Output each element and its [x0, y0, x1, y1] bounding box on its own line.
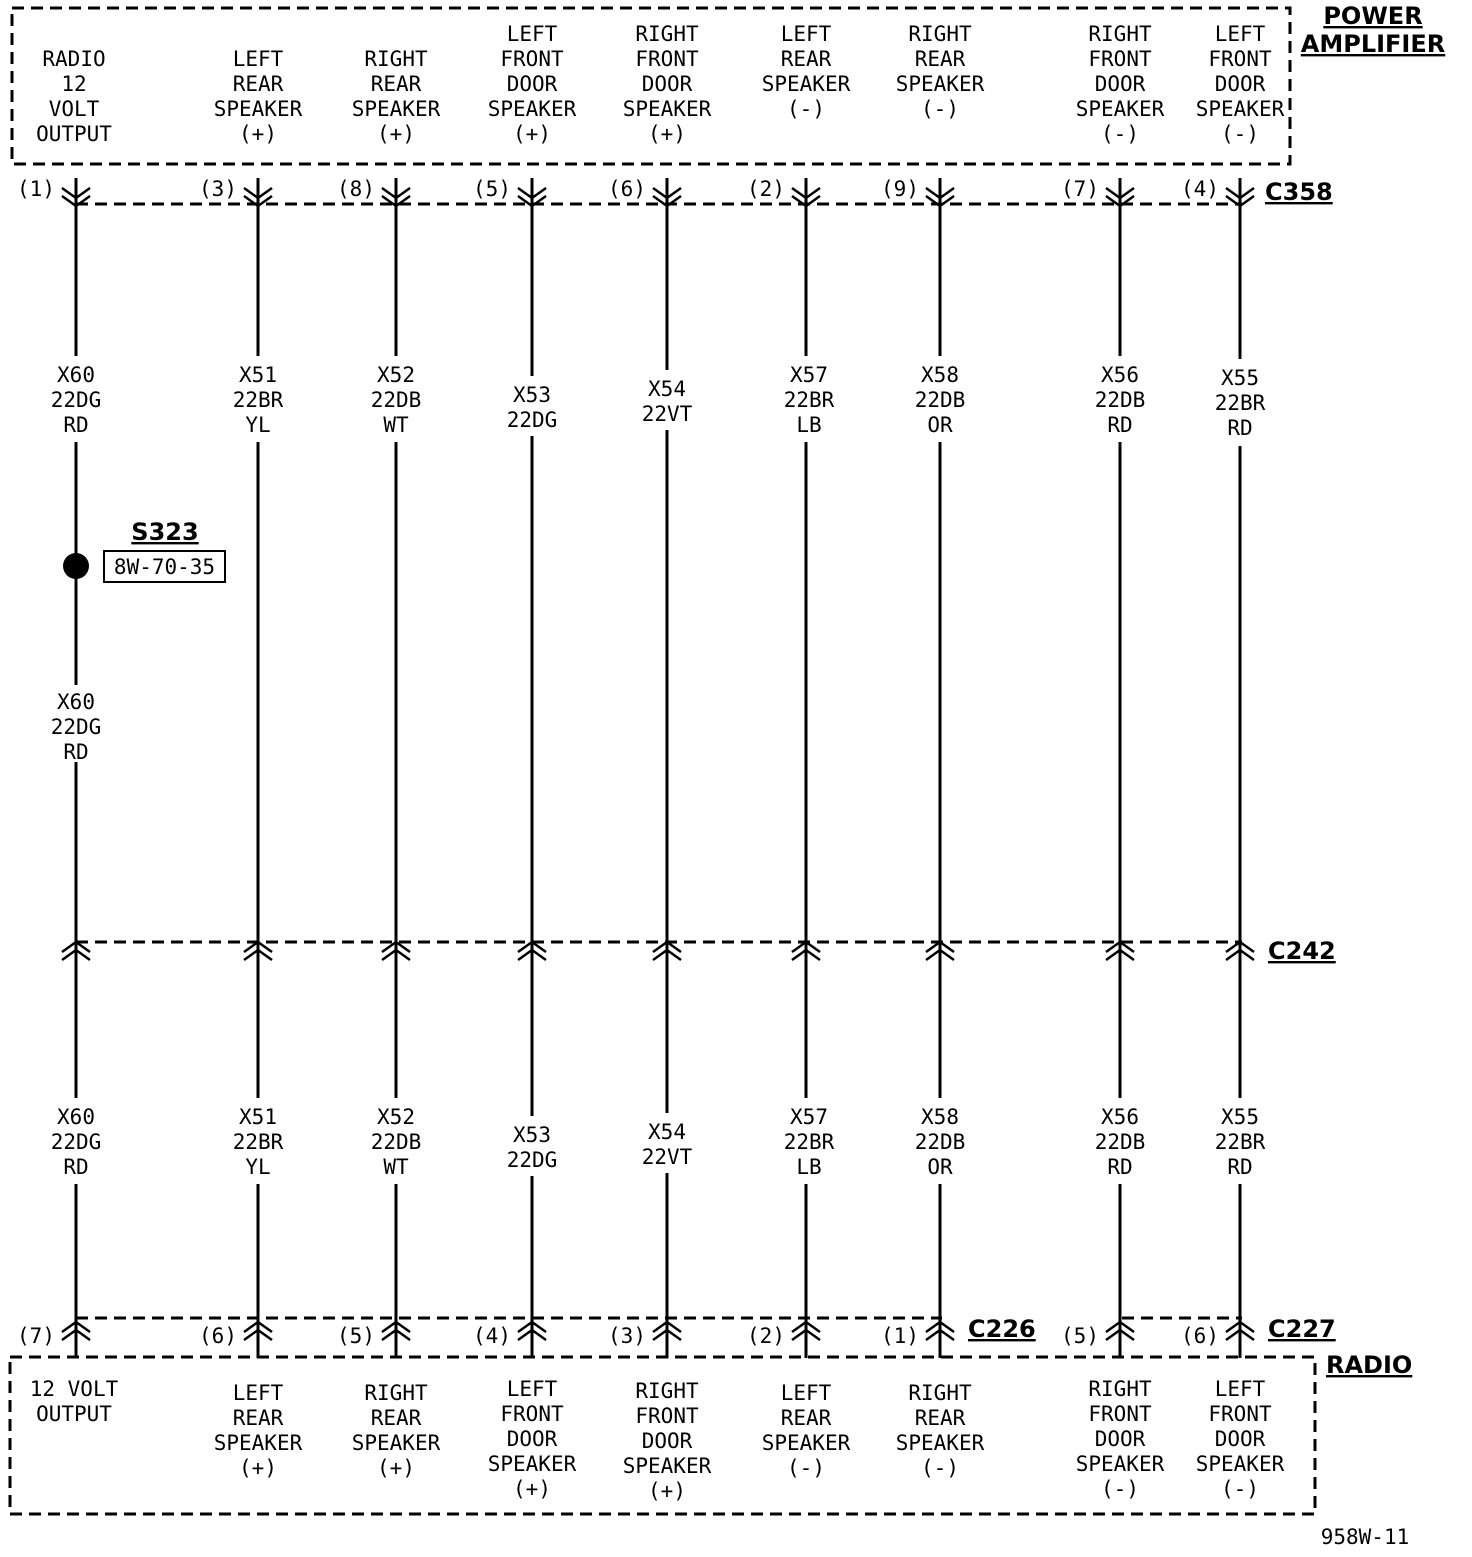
lower-wire-label-0-2: RD — [63, 1155, 89, 1179]
lower-wire-label-3-0: X53 — [513, 1123, 551, 1147]
amp-pin-label-5-2: SPEAKER — [761, 72, 851, 96]
c358-pin-1: (3) — [199, 177, 237, 201]
radio-pin-label-4-3: SPEAKER — [622, 1454, 712, 1478]
amp-pin-label-0-2: VOLT — [48, 97, 100, 121]
upper-wire-label-8-1: 22BR — [1214, 391, 1266, 415]
c358-pin-7: (7) — [1061, 177, 1099, 201]
c226-pin-4: (3) — [608, 1324, 646, 1348]
amp-pin-label-7-4: (-) — [1101, 122, 1139, 146]
upper-wire-label-0-1: 22DG — [50, 388, 102, 412]
upper-wire-label-4-1: 22VT — [641, 402, 693, 426]
amp-pin-label-6-1: REAR — [914, 47, 966, 71]
radio-pin-label-1-1: REAR — [232, 1406, 284, 1430]
c358-pin-6: (9) — [881, 177, 919, 201]
upper-wire-label-7-2: RD — [1107, 413, 1133, 437]
c358-label: C358 — [1265, 178, 1333, 206]
lower-wire-label-1-0: X51 — [239, 1105, 277, 1129]
upper-wire-label-6-1: 22DB — [914, 388, 966, 412]
radio-pin-label-3-0: LEFT — [506, 1377, 558, 1401]
upper-wire-label-0-2: RD — [63, 413, 89, 437]
radio-pin-label-3-2: DOOR — [506, 1427, 558, 1451]
upper-wire-label-5-1: 22BR — [783, 388, 835, 412]
radio-pin-label-5-3: (-) — [787, 1456, 825, 1480]
amp-pin-label-2-2: SPEAKER — [351, 97, 441, 121]
upper-wire-label-2-0: X52 — [377, 363, 415, 387]
upper-wire-label-3-1: 22DG — [506, 408, 558, 432]
amp-pin-label-4-2: DOOR — [641, 72, 693, 96]
lower-wire-label-2-2: WT — [383, 1155, 409, 1179]
c226-pin-5: (2) — [747, 1324, 785, 1348]
radio-pin-label-1-3: (+) — [239, 1456, 277, 1480]
power-amplifier-title-1: POWER — [1323, 2, 1423, 30]
lower-wire-label-1-1: 22BR — [232, 1130, 284, 1154]
upper-wire-label-8-2: RD — [1227, 416, 1253, 440]
radio-pin-label-6-1: REAR — [914, 1406, 966, 1430]
amp-pin-label-3-0: LEFT — [506, 22, 558, 46]
lower-wire-label-2-1: 22DB — [370, 1130, 422, 1154]
splice-wire-label-0: X60 — [57, 690, 95, 714]
radio-pin-label-7-4: (-) — [1101, 1477, 1139, 1501]
amp-pin-label-4-3: SPEAKER — [622, 97, 712, 121]
radio-pin-label-4-2: DOOR — [641, 1429, 693, 1453]
c226-label: C226 — [968, 1315, 1036, 1343]
lower-wire-label-5-2: LB — [796, 1155, 822, 1179]
amp-pin-label-8-4: (-) — [1221, 122, 1259, 146]
splice-ref-label: 8W-70-35 — [113, 555, 216, 579]
radio-pin-label-8-0: LEFT — [1214, 1377, 1266, 1401]
amp-pin-label-6-3: (-) — [921, 97, 959, 121]
lower-wire-label-8-0: X55 — [1221, 1105, 1259, 1129]
radio-pin-label-7-0: RIGHT — [1088, 1377, 1152, 1401]
c227-pin-0: (5) — [1061, 1324, 1099, 1348]
upper-wire-label-5-0: X57 — [790, 363, 828, 387]
radio-pin-label-5-0: LEFT — [780, 1381, 832, 1405]
amp-pin-label-7-2: DOOR — [1094, 72, 1146, 96]
radio-pin-label-1-0: LEFT — [232, 1381, 284, 1405]
radio-pin-label-8-2: DOOR — [1214, 1427, 1266, 1451]
radio-pin-label-4-1: FRONT — [635, 1404, 699, 1428]
radio-pin-label-5-1: REAR — [780, 1406, 832, 1430]
c226-pin-2: (5) — [337, 1324, 375, 1348]
lower-wire-label-4-0: X54 — [648, 1120, 686, 1144]
amp-pin-label-0-1: 12 — [61, 72, 87, 96]
splice-wire-label-2: RD — [63, 740, 89, 764]
amp-pin-label-4-0: RIGHT — [635, 22, 699, 46]
lower-wire-label-4-1: 22VT — [641, 1145, 693, 1169]
upper-wire-label-3-0: X53 — [513, 383, 551, 407]
lower-wire-label-6-0: X58 — [921, 1105, 959, 1129]
upper-wire-label-7-0: X56 — [1101, 363, 1139, 387]
lower-wire-label-0-0: X60 — [57, 1105, 95, 1129]
lower-wire-label-6-2: OR — [927, 1155, 953, 1179]
splice-wire-label-1: 22DG — [50, 715, 102, 739]
amp-pin-label-7-1: FRONT — [1088, 47, 1152, 71]
c358-pin-5: (2) — [747, 177, 785, 201]
amp-pin-label-5-1: REAR — [780, 47, 832, 71]
c358-pin-8: (4) — [1181, 177, 1219, 201]
upper-wire-label-5-2: LB — [796, 413, 822, 437]
radio-pin-label-3-4: (+) — [513, 1477, 551, 1501]
radio-pin-label-0-0: 12 VOLT — [29, 1377, 119, 1401]
amp-pin-label-8-0: LEFT — [1214, 22, 1266, 46]
c227-label: C227 — [1268, 1315, 1336, 1343]
c226-pin-1: (6) — [199, 1324, 237, 1348]
lower-wire-label-7-0: X56 — [1101, 1105, 1139, 1129]
amp-pin-label-8-2: DOOR — [1214, 72, 1266, 96]
radio-pin-label-1-2: SPEAKER — [213, 1431, 303, 1455]
upper-wire-label-1-0: X51 — [239, 363, 277, 387]
amp-pin-label-0-3: OUTPUT — [36, 122, 112, 146]
c358-pin-2: (8) — [337, 177, 375, 201]
amp-pin-label-8-3: SPEAKER — [1195, 97, 1285, 121]
radio-pin-label-4-4: (+) — [648, 1479, 686, 1503]
radio-pin-label-2-0: RIGHT — [364, 1381, 428, 1405]
amp-pin-label-3-2: DOOR — [506, 72, 558, 96]
radio-pin-label-7-3: SPEAKER — [1075, 1452, 1165, 1476]
amp-pin-label-3-1: FRONT — [500, 47, 564, 71]
radio-pin-label-8-1: FRONT — [1208, 1402, 1272, 1426]
amp-pin-label-1-0: LEFT — [232, 47, 284, 71]
upper-wire-label-6-2: OR — [927, 413, 953, 437]
lower-wire-label-3-1: 22DG — [506, 1148, 558, 1172]
amp-pin-label-2-1: REAR — [370, 72, 422, 96]
c358-pin-0: (1) — [17, 177, 55, 201]
upper-wire-label-8-0: X55 — [1221, 366, 1259, 390]
amp-pin-label-8-1: FRONT — [1208, 47, 1272, 71]
amp-pin-label-5-0: LEFT — [780, 22, 832, 46]
radio-pin-label-6-2: SPEAKER — [895, 1431, 985, 1455]
radio-pin-label-3-1: FRONT — [500, 1402, 564, 1426]
amp-pin-label-2-3: (+) — [377, 122, 415, 146]
amp-pin-label-6-2: SPEAKER — [895, 72, 985, 96]
figure-id: 958W-11 — [1320, 1525, 1410, 1549]
amp-pin-label-1-2: SPEAKER — [213, 97, 303, 121]
splice-s323-label: S323 — [131, 518, 199, 546]
upper-wire-label-2-2: WT — [383, 413, 409, 437]
radio-pin-label-2-3: (+) — [377, 1456, 415, 1480]
radio-pin-label-2-2: SPEAKER — [351, 1431, 441, 1455]
radio-pin-label-3-3: SPEAKER — [487, 1452, 577, 1476]
power-amplifier-title-2: AMPLIFIER — [1300, 30, 1446, 58]
radio-pin-label-0-1: OUTPUT — [36, 1402, 112, 1426]
c226-pin-3: (4) — [473, 1324, 511, 1348]
radio-pin-label-7-1: FRONT — [1088, 1402, 1152, 1426]
amp-pin-label-7-0: RIGHT — [1088, 22, 1152, 46]
upper-wire-label-0-0: X60 — [57, 363, 95, 387]
lower-wire-label-7-2: RD — [1107, 1155, 1133, 1179]
lower-wire-label-8-2: RD — [1227, 1155, 1253, 1179]
radio-pin-label-7-2: DOOR — [1094, 1427, 1146, 1451]
amp-pin-label-1-3: (+) — [239, 122, 277, 146]
upper-wire-label-1-2: YL — [245, 413, 271, 437]
lower-wire-label-8-1: 22BR — [1214, 1130, 1266, 1154]
c226-pin-6: (1) — [881, 1324, 919, 1348]
c358-pin-4: (6) — [608, 177, 646, 201]
lower-wire-label-0-1: 22DG — [50, 1130, 102, 1154]
amp-pin-label-6-0: RIGHT — [908, 22, 972, 46]
lower-wire-label-5-1: 22BR — [783, 1130, 835, 1154]
c226-pin-0: (7) — [17, 1324, 55, 1348]
lower-wire-label-6-1: 22DB — [914, 1130, 966, 1154]
lower-wire-label-2-0: X52 — [377, 1105, 415, 1129]
upper-wire-label-2-1: 22DB — [370, 388, 422, 412]
amp-pin-label-2-0: RIGHT — [364, 47, 428, 71]
radio-pin-label-5-2: SPEAKER — [761, 1431, 851, 1455]
lower-wire-label-7-1: 22DB — [1094, 1130, 1146, 1154]
c242-label: C242 — [1268, 937, 1336, 965]
upper-wire-label-1-1: 22BR — [232, 388, 284, 412]
radio-pin-label-4-0: RIGHT — [635, 1379, 699, 1403]
radio-pin-label-2-1: REAR — [370, 1406, 422, 1430]
amp-pin-label-1-1: REAR — [232, 72, 284, 96]
lower-wire-label-1-2: YL — [245, 1155, 271, 1179]
radio-title: RADIO — [1326, 1351, 1413, 1379]
radio-pin-label-8-4: (-) — [1221, 1477, 1259, 1501]
radio-pin-label-6-0: RIGHT — [908, 1381, 972, 1405]
amp-pin-label-4-4: (+) — [648, 122, 686, 146]
lower-wire-label-5-0: X57 — [790, 1105, 828, 1129]
upper-wire-label-7-1: 22DB — [1094, 388, 1146, 412]
amp-pin-label-5-3: (-) — [787, 97, 825, 121]
amp-pin-label-3-3: SPEAKER — [487, 97, 577, 121]
radio-pin-label-6-3: (-) — [921, 1456, 959, 1480]
c227-pin-1: (6) — [1181, 1324, 1219, 1348]
amp-pin-label-7-3: SPEAKER — [1075, 97, 1165, 121]
upper-wire-label-4-0: X54 — [648, 377, 686, 401]
amp-pin-label-0-0: RADIO — [42, 47, 106, 71]
c358-pin-3: (5) — [473, 177, 511, 201]
upper-wire-label-6-0: X58 — [921, 363, 959, 387]
amp-pin-label-4-1: FRONT — [635, 47, 699, 71]
amp-pin-label-3-4: (+) — [513, 122, 551, 146]
radio-pin-label-8-3: SPEAKER — [1195, 1452, 1285, 1476]
